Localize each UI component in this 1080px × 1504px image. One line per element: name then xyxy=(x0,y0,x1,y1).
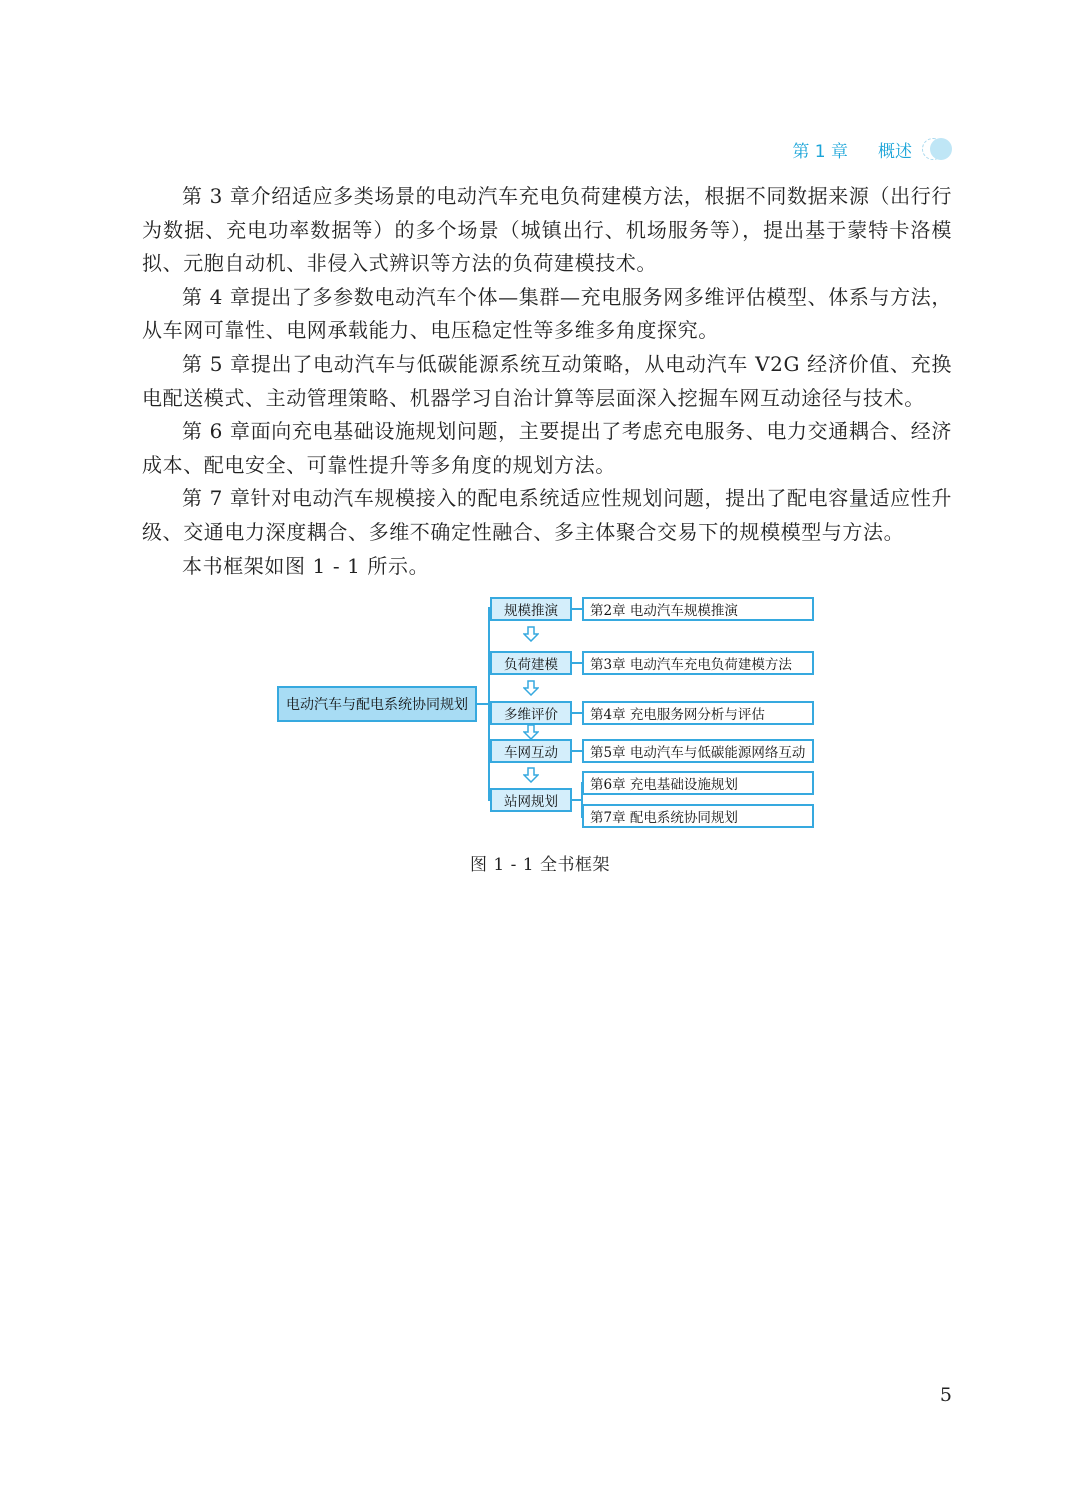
figure-caption: 图 1 - 1 全书框架 xyxy=(470,855,610,875)
stage-box-load: 负荷建模 xyxy=(490,651,572,675)
stage-box-scale: 规模推演 xyxy=(490,597,572,621)
chapter-label: 第 1 章 xyxy=(792,141,848,162)
book-framework-diagram xyxy=(270,588,830,838)
paragraph: 第 7 章针对电动汽车规模接入的配电系统适应性规划问题，提出了配电容量适应性升级、交通电力深度耦合、多维不确定性融合、多主体聚合交易下的规模模型与方法。 xyxy=(142,486,952,544)
body-text xyxy=(142,180,952,583)
paragraph: 第 4 章提出了多参数电动汽车个体—集群—充电服务网多维评估模型、体系与方法，从车网可靠性、电网承载能力、电压稳定性等多维多角度探究。 xyxy=(142,284,952,343)
down-arrow-icon xyxy=(523,724,539,740)
chapter-box-3: 第3章 电动汽车充电负荷建模方法 xyxy=(582,651,814,675)
stage-box-interaction: 车网互动 xyxy=(490,739,572,763)
chapter-box-7: 第7章 配电系统协同规划 xyxy=(582,804,814,828)
half-moon-circle-icon xyxy=(922,136,952,162)
paragraph: 第 5 章提出了电动汽车与低碳能源系统互动策略，从电动汽车 V2G 经济价值、充换电配送模式、主动管理策略、机器学习自治计算等层面深入挖掘车网互动途径与技术。 xyxy=(142,351,952,410)
chapter-box-4: 第4章 充电服务网分析与评估 xyxy=(582,701,814,725)
stage-box-planning: 站网规划 xyxy=(490,788,572,812)
chapter-box-2: 第2章 电动汽车规模推演 xyxy=(582,597,814,621)
down-arrow-icon xyxy=(523,626,539,642)
down-arrow-icon xyxy=(523,680,539,696)
running-header xyxy=(792,134,952,164)
chapter-box-5: 第5章 电动汽车与低碳能源网络互动 xyxy=(582,739,814,763)
paragraph: 本书框架如图 1 - 1 所示。 xyxy=(182,553,430,578)
page-number: 5 xyxy=(939,1384,952,1406)
stage-box-evaluation: 多维评价 xyxy=(490,701,572,725)
chapter-box-6: 第6章 充电基础设施规划 xyxy=(582,771,814,795)
paragraph: 第 6 章面向充电基础设施规划问题，主要提出了考虑充电服务、电力交通耦合、经济成本、配电安全、可靠性提升等多角度的规划方法。 xyxy=(142,419,952,477)
paragraph: 第 3 章介绍适应多类场景的电动汽车充电负荷建模方法，根据不同数据来源（出行行为数据、充电功率数据等）的多个场景（城镇出行、机场服务等），提出基于蒙特卡洛模拟、元胞自动机、非侵入式辨识等方法的负荷建模技术。 xyxy=(142,184,952,276)
down-arrow-icon xyxy=(523,767,539,783)
chapter-title: 概述 xyxy=(878,141,912,162)
root-box: 电动汽车与配电系统协同规划 xyxy=(277,686,477,722)
